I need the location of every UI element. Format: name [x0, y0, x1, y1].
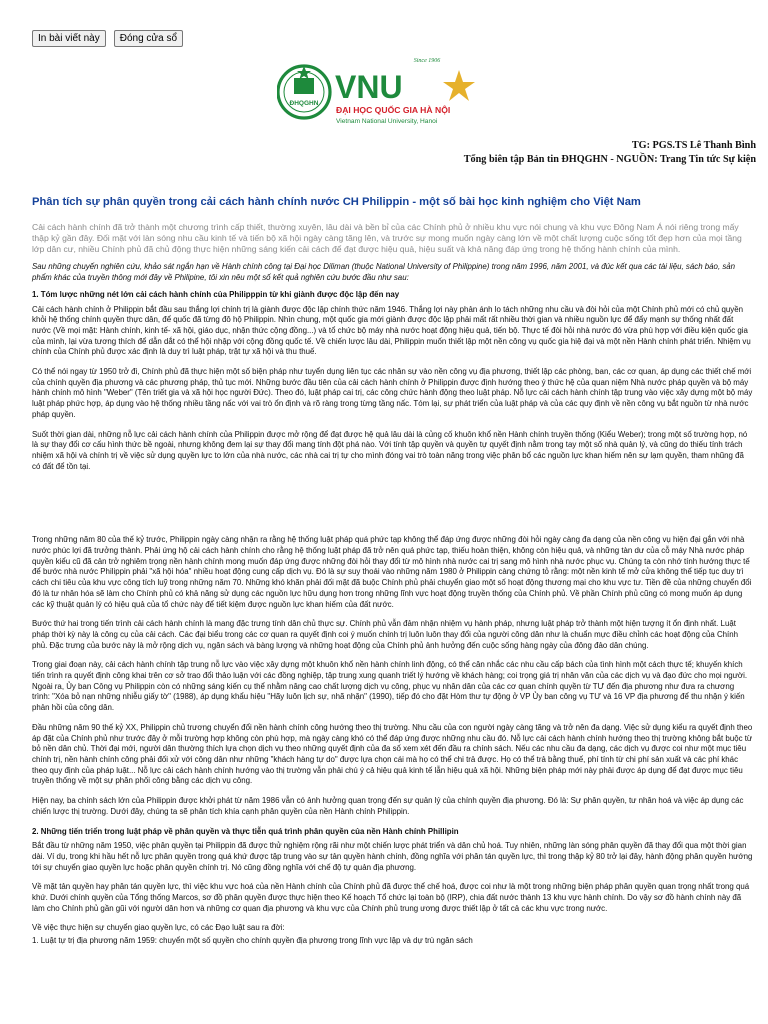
logo-name-en: Vietnam National University, Hanoi: [336, 118, 438, 125]
logo-badge-text: ĐHQGHN: [289, 100, 319, 107]
source-line: Tổng biên tập Bản tin ĐHQGHN - NGUỒN: Trang Tin tức Sự kiện: [463, 154, 756, 165]
print-article-button[interactable]: In bài viết này: [32, 30, 106, 47]
paragraph-5: Bước thứ hai trong tiến trình cải cách hành chính là mang đặc trưng tính dân chủ thực sự. Chính phủ vẫn đảm nhận nhiệm vụ hành pháp, nhưng luật pháp trở thành một hiện tượng ít ổn định nhất. Luật pháp thời kỳ này là công cụ của cải cách. Các đại biểu trong các cơ quan ra quyết định coi ý muốn chính trị luôn luôn thay đổi của người công dân như là chuẩn mực điều chỉnh các hoạt động của Chính phủ. Đặc trưng của bước này là mở rộng dịch vụ, ngân sách và bàng lượng và những hoạt động của Chính phủ ảnh hưởng đến cuộc sống hàng ngày của đông đảo dân chúng.: [32, 619, 739, 650]
logo-star-icon: [443, 70, 475, 101]
blank-space: [32, 481, 754, 535]
paragraph-7: Đầu những năm 90 thế kỷ XX, Philippin chủ trương chuyển đổi nền hành chính công hướng theo thị trường. Nhu cầu của con người ngày càng tăng và trở nên đa dạng. Việc sử dụng kiểu ra quyết định theo áp đặt của Chính phủ như trước đây ở mỗi trường hợp không còn phù hợp, mà ngày càng khó có thể đáp ứng được những nhu cầu đó. Nỗ lực cải cách hành chính hướng theo thị trường không bắt buộc từ bỏ nền dân chủ. Thời đại mới, người dân thường thích lựa chọn dịch vụ theo những quyết định của đa số xem xét đến đầu ra chính sách. Nếu các nhu cầu đa dạng, các dịch vụ được coi như một mục tiêu chính trị, nền hành chính công phải đối xử với công dân như những "khách hàng tự do" được lựa chọn cái mà họ có thể chi trả được. Họ có thể trả bằng thuế, phí tính từ chi phí sản xuất và các phí khác theo quy định của pháp luật... Nỗ lực cải cách hành chính hướng vào thị trường vẫn phải chú ý cả hiệu quả kinh tế lẫn hiệu quả xã hội. Những biện pháp mới này phải được áp dụng để đạt được mục tiêu truyền thống về một sự phân phối công bằng các dịch vụ công.: [32, 722, 753, 786]
article-note: Sau những chuyến nghiên cứu, khảo sát ngắn hạn về Hành chính công tại Đại học Diliman (thuộc National University of Philippine) trong năm 1996, năm 2001, và đúc kết qua các tài liệu, sách báo, sản phẩm khác của truyền thông mới đây về Philipine, tôi xin nêu một số kết quả nghiên cứu bước đầu như sau:: [32, 262, 736, 283]
section-heading-2: 2. Những tiến triển trong luật pháp về phân quyền và thực tiễn quá trình phân quyền của nền Hành chính Phillipin: [32, 826, 459, 836]
paragraph-4: Trong những năm 80 của thế kỷ trước, Philippin ngày càng nhận ra rằng hệ thống luật pháp quá phức tạp không thể đáp ứng được những đòi hỏi ngày càng đa dạng của nền công vụ hiện đại gắn với nhà nước phúc lợi đã trưởng thành. Phải ứng hộ cải cách hành chính cho rằng hệ thống luật pháp đã trở nên quá phức tạp, thiếu hoàn thiện, không còn hiệu quả, và những tàn dư của cỗ máy Nhà nước pháp quyền kiểu cũ đã cản trở nghiêm trọng nền hành chính mong muốn đáp ứng được những đòi hỏi thay đổi từ mô hình nhà nước cai trị sang mô hình nhà nước phục vụ. Chúng ta còn nhớ tính hướng thực tế để bước nhà nước Philippin phải "xã hội hóa" nhiều hoạt động cung cấp dịch vụ. Đó là sự suy thoái vào những năm 1980 ở Philippin càng chứng tỏ rằng: một nền kinh tế mở cửa không thể tiếp tục duy trì cách chi tiêu của khu vực công tích luỹ trong những năm 70. Những khó khăn phải đối mặt đã buộc Chính phủ phải chuyển giao một số hoạt động thương mại cho khu vực tư. Tiền đề của những chuyển đổi đó là tư nhân hóa sẽ làm cho Chính phủ có khả năng sử dụng các nguồn lực hữu dụng hơn trong những lĩnh vực hoạt động truyền thống của Chính phủ. Về phần Chính phủ cũng có mong muốn áp dụng các kỹ thuật quản lý có hiệu quả của tổ chức này để tiết kiệm được nguồn lực khan hiếm của đất nước.: [32, 535, 752, 609]
paragraph-1: Cải cách hành chính ở Philippin bắt đầu sau thắng lợi chính trị là giành được độc lập chính thức năm 1946. Thắng lợi này phản ánh lo tách những nhu cầu và đòi hỏi của một Chính phủ mới có chủ quyền khỏi hệ thống chính quyền thực dân, để quốc đã từng đô hộ Philippin. Nhìn chung, một quốc gia mới giành được độc lập phải mất rất nhiều thời gian và nhiều nguồn lực để đẩy mạnh sự thống nhất đất nước (Về mọi mặt: Hành chính, kinh tế- xã hội, giáo dục, nhận thức cộng đồng...) và tổ chức bộ máy nhà nước hoạt động hiệu quả, tiến bộ. Thực tế đòi hỏi nhà nước đó vừa phù hợp với điều kiện quốc gia của mình, lại vừa tương thích để dẫn dắt có thể hội nhập với cộng đồng quốc tế. Về chiến lược lâu dài, Philippin muốn thiết lập một nền công vụ quốc gia hiệ đại và một nền Hành chính phát triển. Nhiệm vụ chính của Chính phủ được xác định là duy trì luật pháp, trật tự xã hội và thu thuế.: [32, 304, 751, 357]
article-title: Phân tích sự phân quyền trong cải cách hành chính nước CH Philippin - một số bài học kinh nghiệm cho Việt Nam: [32, 196, 641, 208]
close-window-button[interactable]: Đóng cửa sổ: [114, 30, 183, 47]
author-line: TG: PGS.TS Lê Thanh Bình: [631, 140, 756, 151]
logo-book-icon: [294, 78, 314, 94]
paragraph-9: Bắt đầu từ những năm 1950, việc phân quyền tại Philippin đã được thử nghiệm rộng rãi như một chiến lược phát triển và dân chủ hoá. Tuy nhiên, những làn sóng phân quyền đã thay đổi qua một thời gian dài. Ví dụ, trong khi hầu hết nỗ lực phân quyền trong quá khứ được tập trung vào sự tản quyền hành chính, đồng nghĩa với phân tán quyền lực, thì trong thập kỷ 80 trở lại đây, hành động phân quyền hướng tới sự chuyển giao quyền lực hoặc phân quyền chính trị. Nó cũng đồng nghĩa với chế độ tự quản địa phương.: [32, 841, 753, 872]
article-byline: [464, 139, 756, 167]
paragraph-2: Có thể nói ngay từ 1950 trở đi, Chính phủ đã thực hiện một số biện pháp như tuyển dụng liên tục các nhân sự vào nền công vụ địa phương, thiết lập các phòng, ban, các cơ quan, áp dụng các thiết chế mới của chính quyền địa phương và các phương pháp, thủ tục mới. Những bước đầu tiên của cải cách hành chính ở Philippin được định hướng theo ý thức hệ của quan niệm Nhà nước pháp quyền và bộ máy hành chính mô hình "Weber" (Tên triết gia và xã hội học người Đức). Theo đó, luật pháp cai trị, các công chức hành động theo luật pháp. Nỗ lực cải cách hành chính tập trung vào việc xây dựng một bộ máy luật pháp phức hợp, áp dụng vào hệ thống nhiều tầng nấc với vai trò ổn định và rõ ràng trong từng tầng nấc. Tóm lại, sự phát triển của luật pháp và của các quy định về nền công vụ bắt nguồn từ nhà nước pháp quyền.: [32, 367, 753, 419]
paragraph-8: Hiện nay, ba chính sách lớn của Philippin được khởi phát từ năm 1986 vẫn có ảnh hưởng quan trọng đến sự quản lý của chính quyền địa phương. Đó là: Sự phân quyền, tư nhân hoá và việc áp dụng các chiến lược thị trường. Dưới đây, chúng ta sẽ phân tích khía cạnh phân quyền của nền Hành chính Philippin.: [32, 796, 744, 816]
list-item: 1. Luật tự trị địa phương năm 1959: chuyển một số quyền cho chính quyền địa phương trong lĩnh vực lập và dự trù ngân sách: [32, 936, 473, 946]
vnu-logo: [277, 52, 477, 132]
paragraph-10: Về mặt tản quyền hay phân tán quyền lực, thì việc khu vực hoá của nền Hành chính của Chính phủ đã được thể chế hoá, được coi như là một trong những biện pháp phân quyền quan trọng nhất trong quá khứ. Dưới chính quyền của Tổng thống Marcos, sơ đồ phân quyền được thực hiện theo Kế hoạch Tổ chức lại toàn bộ (IRP), chia đất nước thành 13 khu vực hành chính. Do vậy sơ đồ hành chính này đã làm cho Chính phủ gần gũi với người dân hơn và những cơ quan địa phương và khu vực của Chính phủ trung ương được thiết lập ở tất cả các khu vực trong nước.: [32, 882, 750, 913]
logo-brand-text: VNU: [335, 69, 403, 105]
section-heading-1: 1. Tóm lược những nét lớn cải cách hành chính của Philipppin từ khi giành được độc lập đến nay: [32, 289, 400, 299]
article-intro: Cải cách hành chính đã trở thành một chương trình cấp thiết, thường xuyên, lâu dài và bền bỉ của các Chính phủ ở nhiều khu vực nói chung và khu vực Đông Nam Á nói riêng trong mấy thập kỷ gần đây. Đối mặt với làn sóng nhu cầu kinh tế và tiến bộ xã hội ngày càng tăng lên, và trước sự mong muốn ngày càng lớn về một chất lượng cuộc sống tốt đẹp hơn của mọi tầng lớp dân cư, nhiều Chính phủ đã chủ động thực hiện những sáng kiến cải cách để đạt được hiệu quả, hiệu suất và khả năng đáp ứng trong hệ thống hành chính của mình.: [32, 222, 742, 254]
vnu-logo-mark: [277, 52, 477, 132]
paragraph-3: Suốt thời gian dài, những nỗ lực cải cách hành chính của Philippin được mở rộng để đạt được hệ quả lâu dài là củng cố khuôn khổ nền Hành chính truyền thống (Kiểu Weber); trong một số trường hợp, nó là sự thay đổi cơ cấu hình thức bề ngoài, nhưng không đem lại sự thay đổi mang tính đột phá nào. Với tính tập quyền và quyền tự quyết định nằm trong tay một số nhà quản lý, và cũng do thiếu tính trách nhiệm xã hội và chính trị về việc sử dụng quyền lực to lớn của nhà nước, các nhà cai trị tự cho mình đóng vai trò toàn năng trong việc phân bổ các nguồn lực khan hiếm nên sự lạm quyền, tham nhũng đã có đất để tồn tại.: [32, 429, 748, 471]
logo-name-vi: ĐẠI HỌC QUỐC GIA HÀ NỘI: [336, 105, 451, 115]
top-toolbar: [32, 30, 183, 47]
article-body: [32, 222, 754, 947]
logo-since-text: Since 1906: [413, 58, 441, 64]
paragraph-6: Trong giai đoạn này, cải cách hành chính tập trung nỗ lực vào việc xây dựng một khuôn khổ nền hành chính linh động, có thể cân nhắc các nhu cầu cấp bách của tình hình một cách thực tế; khuyến khích tiến trình ra quyết định công khai trên cơ sở trao đổi thảo luận với các đồng nghiệp, tập trung xung quanh triết lý hướng về khách hàng; coi trọng giá trị nhân văn của các dịch vụ và đạo đức cho mọi người. Ngoài ra, Ủy ban Công vụ Philippin còn có những sáng kiến cụ thể nhằm nâng cao chất lượng dịch vụ công, phục vụ nhân dân của các cơ quan chính quyền từ TƯ đến địa phương như đưa ra chương trình: "Xóa bỏ nạn những nhiễu giấy tờ" (1988), áp dụng khẩu hiệu "Hãy luôn lịch sự, nhã nhặn" (1990), tiếp đó cho đặt Hòm thư tự động ở VP Ủy ban công vụ TƯ và 16 VP địa phương để thu nhận ý kiến phản hồi của công dân.: [32, 660, 748, 713]
paragraph-11: Về việc thực hiện sự chuyển giao quyền lực, có các Đạo luật sau ra đời:: [32, 923, 285, 933]
